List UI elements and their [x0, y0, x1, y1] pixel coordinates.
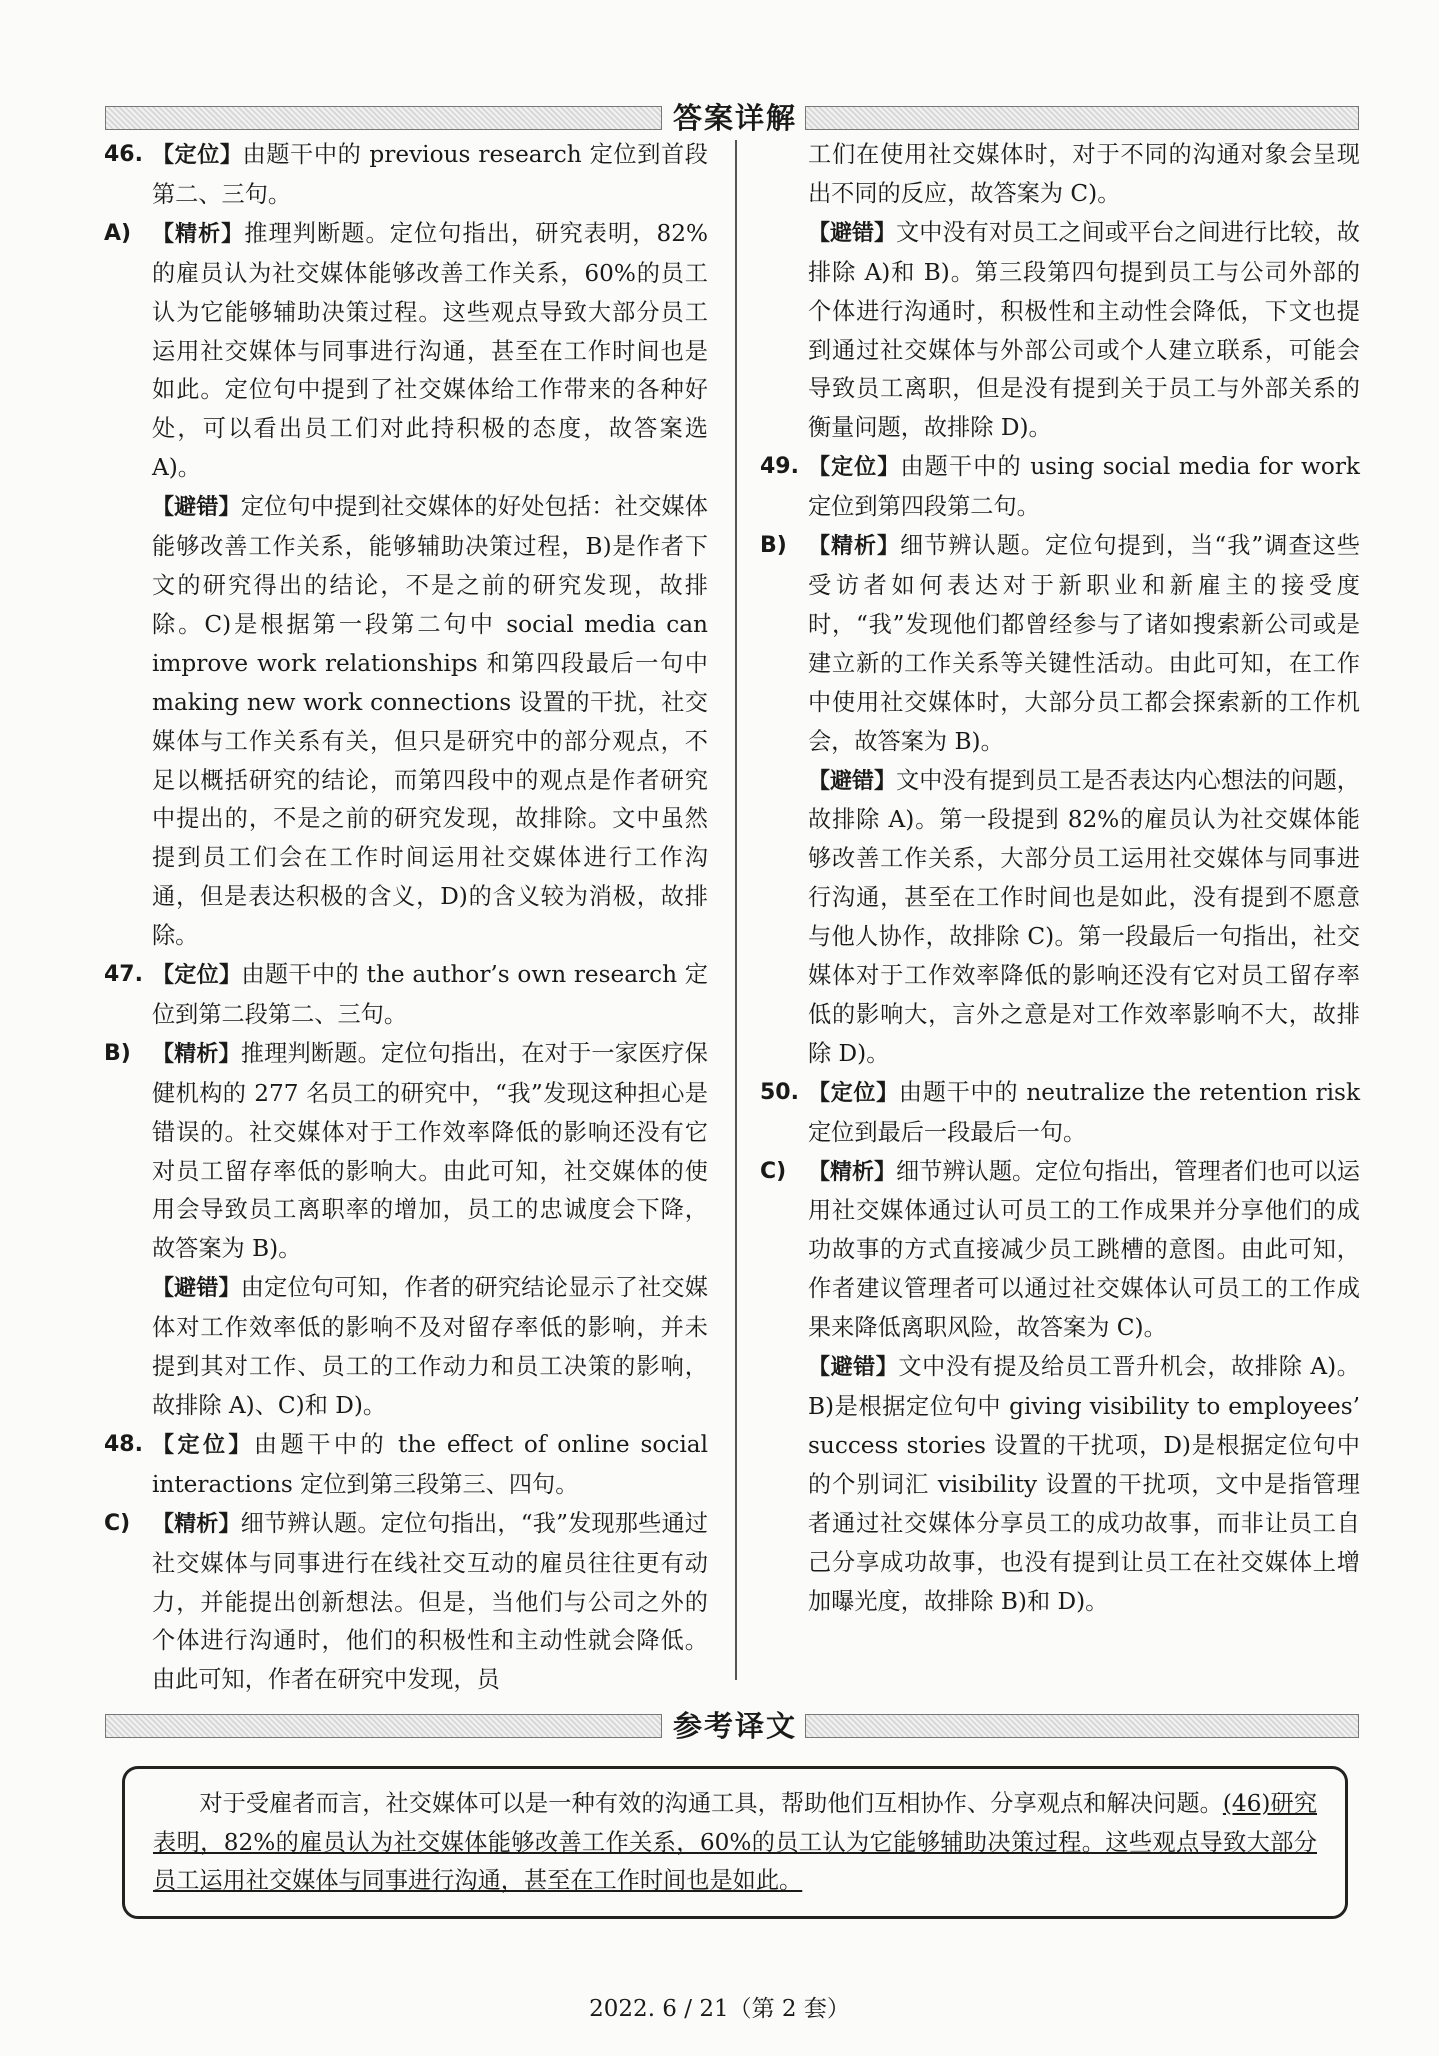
entry-text — [152, 1035, 708, 1269]
entry-text — [808, 214, 1360, 448]
entry-label: C) — [104, 1510, 131, 1536]
entry-label: 46. — [104, 142, 143, 167]
entry-tag: 【精析】 — [152, 1511, 241, 1537]
translation-paragraph — [153, 1785, 1317, 1901]
entry-body: 细节辨认题。定位句提到，当“我”调查这些受访者如何表达对于新职业和新雇主的接受度时，“我”发现他们都曾经参与了诸如搜索新公司或是建立新的工作关系等关键性活动。由此可知，在工作中使用社交媒体时，大部分员工都会探索新的工作机会，故答案为 B)。 — [808, 532, 1360, 755]
entry-body: 工们在使用社交媒体时，对于不同的沟通对象会呈现出不同的反应，故答案为 C)。 — [808, 141, 1360, 207]
entry-label: C) — [760, 1158, 787, 1184]
answer-entry — [104, 1505, 708, 1701]
entry-body: 推理判断题。定位句指出，研究表明，82%的雇员认为社交媒体能够改善工作关系，60%的员工认为它能够辅助决策过程。这些观点导致大部分员工运用社交媒体与同事进行沟通，甚至在工作时间也是如此。定位句中提到了社交媒体给工作带来的各种好处，可以看出员工们对此持积极的态度，故答案选 A)。 — [152, 219, 708, 482]
entry-body: 由题干中的 the author’s own research 定位到第二段第二、三句。 — [152, 961, 708, 1028]
decorative-strip-left — [105, 106, 662, 130]
answer-entry — [760, 1153, 1360, 1349]
entry-tag: 【精析】 — [152, 221, 245, 247]
entry-tag: 【避错】 — [808, 768, 897, 794]
translation-plain-text: 对于受雇者而言，社交媒体可以是一种有效的沟通工具，帮助他们互相协作、分享观点和解决问题。 — [199, 1790, 1223, 1817]
answer-entry — [104, 215, 708, 488]
entry-text — [152, 1426, 708, 1505]
entry-text — [152, 1269, 708, 1426]
answer-entry — [760, 1348, 1360, 1621]
decorative-strip-right — [805, 1714, 1359, 1738]
entry-tag: 【定位】 — [152, 1432, 254, 1458]
entry-text — [152, 215, 708, 488]
entry-body: 文中没有提到员工是否表达内心想法的问题，故排除 A)。第一段提到 82%的雇员认为社交媒体能够改善工作关系，大部分员工运用社交媒体与同事进行沟通，甚至在工作时间也是如此，没有提到不愿意与他人协作，故排除 C)。第一段最后一句指出，社交媒体对于工作效率降低的影响还没有它对员工留存率低的影响大，言外之意是对工作效率影响不大，故排除 D)。 — [808, 766, 1360, 1067]
left-column — [104, 136, 708, 1700]
answer-entry — [760, 527, 1360, 761]
answer-entry — [760, 214, 1360, 448]
answer-entry — [104, 1426, 708, 1505]
answer-entry — [760, 136, 1360, 214]
entry-tag: 【避错】 — [808, 220, 897, 246]
translation-marker: (46) — [1222, 1790, 1271, 1817]
answer-entry — [104, 136, 708, 215]
answer-entry — [104, 1035, 708, 1269]
entry-label: 49. — [760, 454, 799, 480]
decorative-strip-right — [805, 106, 1359, 130]
entry-label: B) — [760, 533, 787, 559]
answer-entry — [104, 488, 708, 956]
entry-tag: 【避错】 — [152, 495, 241, 521]
answer-entry — [104, 1269, 708, 1426]
entry-tag: 【避错】 — [808, 1355, 899, 1381]
right-column — [760, 136, 1360, 1621]
entry-tag: 【精析】 — [152, 1041, 241, 1067]
translation-underlined-text: 研究表明，82%的雇员认为社交媒体能够改善工作关系，60%的员工认为它能够辅助决策过程。这些观点导致大部分员工运用社交媒体与同事进行沟通，甚至在工作时间也是如此。 — [153, 1790, 1318, 1894]
translation-section-bar — [105, 1708, 1357, 1743]
entry-label: A) — [104, 220, 132, 246]
entry-label: 48. — [104, 1431, 143, 1457]
entry-tag: 【避错】 — [152, 1276, 241, 1302]
translation-box — [122, 1766, 1348, 1919]
entry-tag: 【精析】 — [808, 534, 900, 560]
answers-section-title: 答案详解 — [672, 101, 797, 135]
entry-text — [808, 448, 1360, 527]
entry-body: 细节辨认题。定位句指出，“我”发现那些通过社交媒体与同事进行在线社交互动的雇员往往更有动力，并能提出创新想法。但是，当他们与公司之外的个体进行沟通时，他们的积极性和主动性就会降低。由此可知，作者在研究中发现，员 — [152, 1509, 708, 1694]
entry-body: 由题干中的 neutralize the retention risk 定位到最后一段最后一句。 — [808, 1078, 1360, 1146]
answer-entry — [760, 1074, 1360, 1153]
answer-entry — [104, 956, 708, 1035]
entry-text — [152, 488, 708, 956]
entry-body: 细节辨认题。定位句指出，管理者们也可以运用社交媒体通过认可员工的工作成果并分享他们的成功故事的方式直接减少员工跳槽的意图。由此可知，作者建议管理者可以通过社交媒体认可员工的工作成果来降低离职风险，故答案为 C)。 — [808, 1157, 1360, 1342]
entry-tag: 【定位】 — [808, 1080, 899, 1106]
entry-tag: 【精析】 — [808, 1159, 897, 1185]
entry-tag: 【定位】 — [808, 455, 901, 481]
entry-text — [808, 762, 1360, 1074]
entry-body: 推理判断题。定位句指出，在对于一家医疗保健机构的 277 名员工的研究中，“我”发现这种担心是错误的。社交媒体对于工作效率降低的影响还没有它对员工留存率低的影响大。由此可知，社交媒体的使用会导致员工离职率的增加，员工的忠诚度会下降，故答案为 B)。 — [152, 1039, 708, 1263]
entry-body: 文中没有提及给员工晋升机会，故排除 A)。B)是根据定位句中 giving visibility to employees’ success stories 设置的干扰项，D)是根据定位句中的个别词汇 visibility 设置的干扰项，文中是指管理者通过社交媒体分享员工的成功故事，而非让员工自己分享成功故事，也没有提到让员工在社交媒体上增加曝光度，故排除 B)和 D)。 — [808, 1353, 1360, 1615]
entry-text — [808, 1348, 1360, 1621]
entry-text — [808, 1074, 1360, 1153]
entry-body: 由题干中的 previous research 定位到首段第二、三句。 — [152, 141, 708, 208]
entry-body: 由题干中的 using social media for work 定位到第四段第二句。 — [808, 453, 1360, 521]
entry-text — [808, 1153, 1360, 1349]
entry-tag: 【定位】 — [152, 143, 243, 168]
entry-text — [808, 136, 1360, 214]
decorative-strip-left — [105, 1714, 662, 1738]
entry-body: 由题干中的 the effect of online social interactions 定位到第三段第三、四句。 — [152, 1430, 708, 1498]
answer-entry — [760, 448, 1360, 527]
entry-body: 定位句中提到社交媒体的好处包括：社交媒体能够改善工作关系，能够辅助决策过程，B)是作者下文的研究得出的结论，不是之前的研究发现，故排除。C)是根据第一段第二句中 social media can improve work relationships 和第四段最后一句中 making new work connections 设置的干扰，社交媒体与工作关系有关，但只是研究中的部分观点，不足以概括研究的结论，而第四段中的观点是作者研究中提出的，不是之前的研究发现，故排除。文中虽然提到员工们会在工作时间运用社交媒体进行工作沟通，但是表达积极的含义，D)的含义较为消极，故排除。 — [152, 493, 708, 950]
answer-entry — [760, 762, 1360, 1074]
translation-section-title: 参考译文 — [672, 1709, 797, 1743]
entry-text — [152, 1505, 708, 1701]
entry-body: 由定位句可知，作者的研究结论显示了社交媒体对工作效率低的影响不及对留存率低的影响，并未提到其对工作、员工的工作动力和员工决策的影响，故排除 A)、C)和 D)。 — [152, 1274, 708, 1419]
entry-text — [808, 527, 1360, 761]
page-footer: 2022. 6 / 21（第 2 套） — [589, 1996, 850, 2022]
entry-label: 50. — [760, 1079, 799, 1105]
entry-text — [152, 136, 708, 215]
entry-label: B) — [104, 1040, 131, 1066]
answers-section-bar — [105, 100, 1357, 135]
entry-tag: 【定位】 — [152, 963, 242, 989]
column-divider — [735, 140, 737, 1680]
entry-label: 47. — [104, 962, 143, 988]
entry-body: 文中没有对员工之间或平台之间进行比较，故排除 A)和 B)。第三段第四句提到员工与公司外部的个体进行沟通时，积极性和主动性会降低，下文也提到通过社交媒体与外部公司或个人建立联系，可能会导致员工离职，但是没有提到关于员工与外部关系的衡量问题，故排除 D)。 — [808, 218, 1360, 442]
entry-text — [152, 956, 708, 1035]
